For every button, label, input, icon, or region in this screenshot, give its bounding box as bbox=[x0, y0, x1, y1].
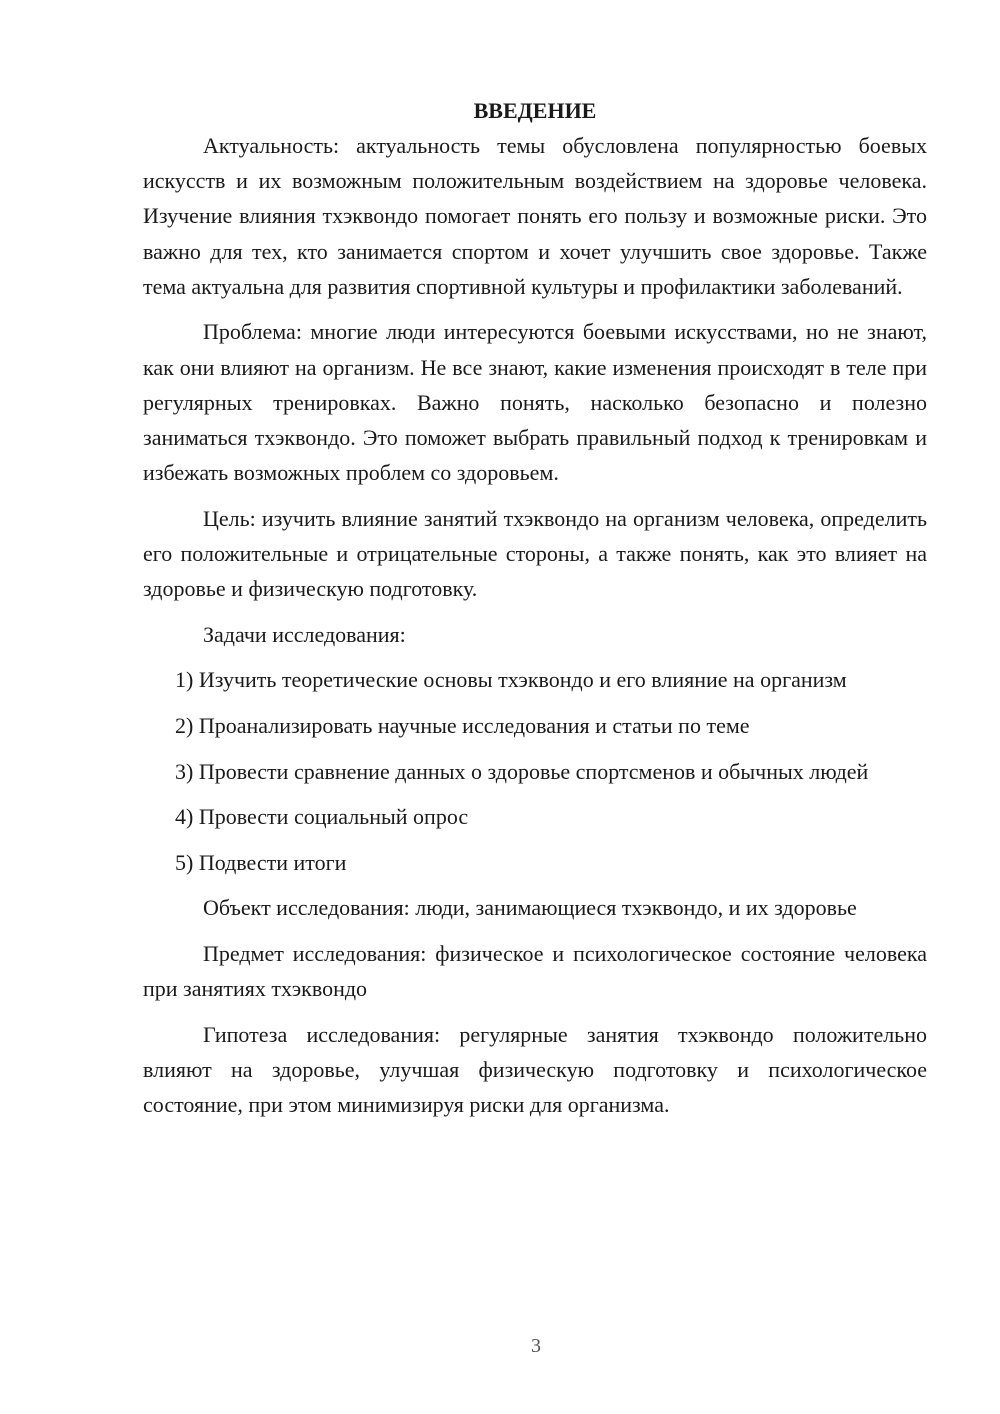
problem-paragraph: Проблема: многие люди интересуются боевыми искусствами, но не знают, как они влияют на организм. Не все знают, какие изменения происходят в теле при регулярных тренировках. Важно понять, насколько безопасно и полезно заниматься тхэквондо. Это поможет выбрать правильный подход к тренировкам и избежать возможных проблем со здоровьем. bbox=[143, 319, 927, 486]
task-item-3: 3) Провести сравнение данных о здоровье спортсменов и обычных людей bbox=[175, 758, 869, 784]
tasks-title: Задачи исследования: bbox=[203, 621, 406, 647]
page-number: 3 bbox=[531, 1335, 541, 1357]
section-heading: ВВЕДЕНИЕ bbox=[473, 98, 597, 123]
page-content bbox=[143, 93, 927, 1133]
task-item-2: 2) Проанализировать научные исследования и статьи по теме bbox=[175, 713, 750, 738]
task-item-4: 4) Провести социальный опрос bbox=[175, 804, 469, 830]
hypothesis-paragraph: Гипотеза исследования: регулярные занятия тхэквондо положительно влияют на здоровье, улучшая физическую подготовку и психологическое состояние, при этом минимизируя риски для организма. bbox=[143, 1021, 927, 1118]
task-item-5: 5) Подвести итоги bbox=[175, 849, 347, 875]
task-item-1: 1) Изучить теоретические основы тхэквондо и его влияние на организм bbox=[175, 667, 847, 693]
relevance-paragraph: Актуальность: актуальность темы обусловлена популярностью боевых искусств и их возможным положительным воздействием на здоровье человека. Изучение влияния тхэквондо помогает понять его пользу и возможные риски. Это важно для тех, кто занимается спортом и хочет улучшить свое здоровье. Также тема актуальна для развития спортивной культуры и профилактики заболеваний. bbox=[143, 133, 927, 299]
subject-paragraph: Предмет исследования: физическое и психологическое состояние человека при занятиях тхэквондо bbox=[143, 940, 927, 1002]
object-paragraph: Объект исследования: люди, занимающиеся тхэквондо, и их здоровье bbox=[203, 895, 857, 921]
goal-paragraph: Цель: изучить влияние занятий тхэквондо на организм человека, определить его положительные и отрицательные стороны, а также понять, как это влияет на здоровье и физическую подготовку. bbox=[143, 505, 927, 602]
